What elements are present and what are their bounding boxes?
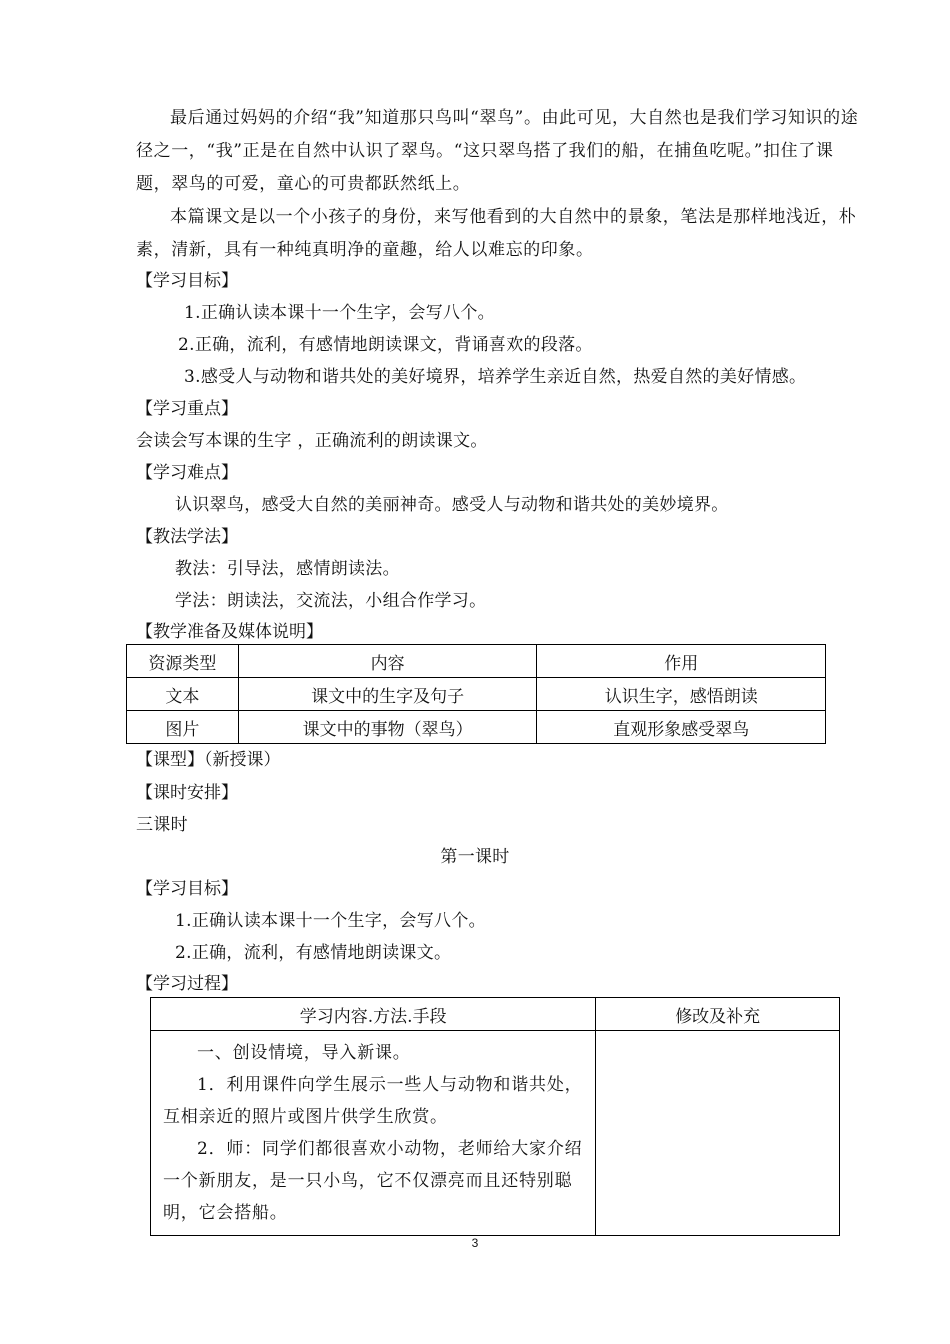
process-step: 一、创设情境，导入新课。: [197, 1043, 411, 1063]
learning-method: 学法：朗读法，交流法，小组合作学习。: [175, 591, 487, 611]
table-header-row: [151, 998, 840, 1031]
methods-heading: 【教法学法】: [136, 527, 238, 547]
key-points-text: 会读会写本课的生字 ，正确流利的朗读课文。: [136, 431, 488, 451]
revision-notes-cell: [596, 1031, 840, 1236]
column-header: 资源类型: [127, 645, 239, 678]
lesson-type: 【课型】（新授课）: [136, 750, 281, 770]
column-header: 内容: [238, 645, 537, 678]
table-cell: 课文中的生字及句子: [238, 678, 537, 711]
table-header-row: [127, 645, 826, 678]
process-table: [150, 997, 840, 1236]
table-cell: 直观形象感受翠鸟: [537, 711, 826, 744]
table-row: [127, 678, 826, 711]
first-lesson-goal-1: 1.正确认读本课十一个生字，会写八个。: [175, 911, 486, 931]
process-heading: 【学习过程】: [136, 974, 238, 994]
column-header: 学习内容.方法.手段: [151, 998, 596, 1031]
teaching-method: 教法：引导法，感情朗读法。: [175, 559, 400, 579]
page-number: 3: [471, 1236, 479, 1250]
table-row: [127, 711, 826, 744]
intro-paragraph-2: 本篇课文是以一个小孩子的身份，来写他看到的大自然中的景象，笔法是那样地浅近，朴素，清新，具有一种纯真明净的童趣，给人以难忘的印象。: [136, 207, 857, 260]
table-cell: 文本: [127, 678, 239, 711]
key-points-heading: 【学习重点】: [136, 399, 238, 419]
table-row: [151, 1031, 840, 1236]
first-lesson-goals-heading: 【学习目标】: [136, 879, 238, 899]
goal-item-3: 3.感受人与动物和谐共处的美好境界，培养学生亲近自然，热爱自然的美好情感。: [184, 367, 807, 387]
difficulties-heading: 【学习难点】: [136, 463, 238, 483]
process-step: 1．利用课件向学生展示一些人与动物和谐共处，互相亲近的照片或图片供学生欣赏。: [163, 1075, 583, 1127]
intro-paragraph-1: 最后通过妈妈的介绍“我”知道那只鸟叫“翠鸟”。由此可见，大自然也是我们学习知识的途径之一，“我”正是在自然中认识了翠鸟。“这只翠鸟搭了我们的船，在捕鱼吃呢。”扣住了课题，翠鸟的可爱，童心的可贵都跃然纸上。: [136, 108, 859, 194]
process-step: 2．师：同学们都很喜欢小动物，老师给大家介绍一个新朋友，是一只小鸟，它不仅漂亮而且还特别聪明，它会搭船。: [163, 1139, 583, 1223]
column-header: 修改及补充: [596, 998, 840, 1031]
schedule-text: 三课时: [136, 815, 188, 835]
table-cell: 认识生字，感悟朗读: [537, 678, 826, 711]
column-header: 作用: [537, 645, 826, 678]
first-lesson-goal-2: 2.正确，流利，有感情地朗读课文。: [175, 943, 452, 963]
table-cell: 课文中的事物（翠鸟）: [238, 711, 537, 744]
difficulties-text: 认识翠鸟，感受大自然的美丽神奇。感受人与动物和谐共处的美妙境界。: [175, 495, 729, 515]
first-lesson-title: 第一课时: [440, 847, 510, 867]
goal-item-1: 1.正确认读本课十一个生字，会写八个。: [184, 303, 495, 323]
goals-heading: 【学习目标】: [136, 271, 238, 291]
process-content-cell: [151, 1031, 596, 1236]
table-cell: 图片: [127, 711, 239, 744]
schedule-heading: 【课时安排】: [136, 783, 238, 803]
media-table: [126, 644, 826, 744]
goal-item-2: 2.正确，流利，有感情地朗读课文，背诵喜欢的段落。: [178, 335, 593, 355]
media-heading: 【教学准备及媒体说明】: [136, 622, 323, 642]
